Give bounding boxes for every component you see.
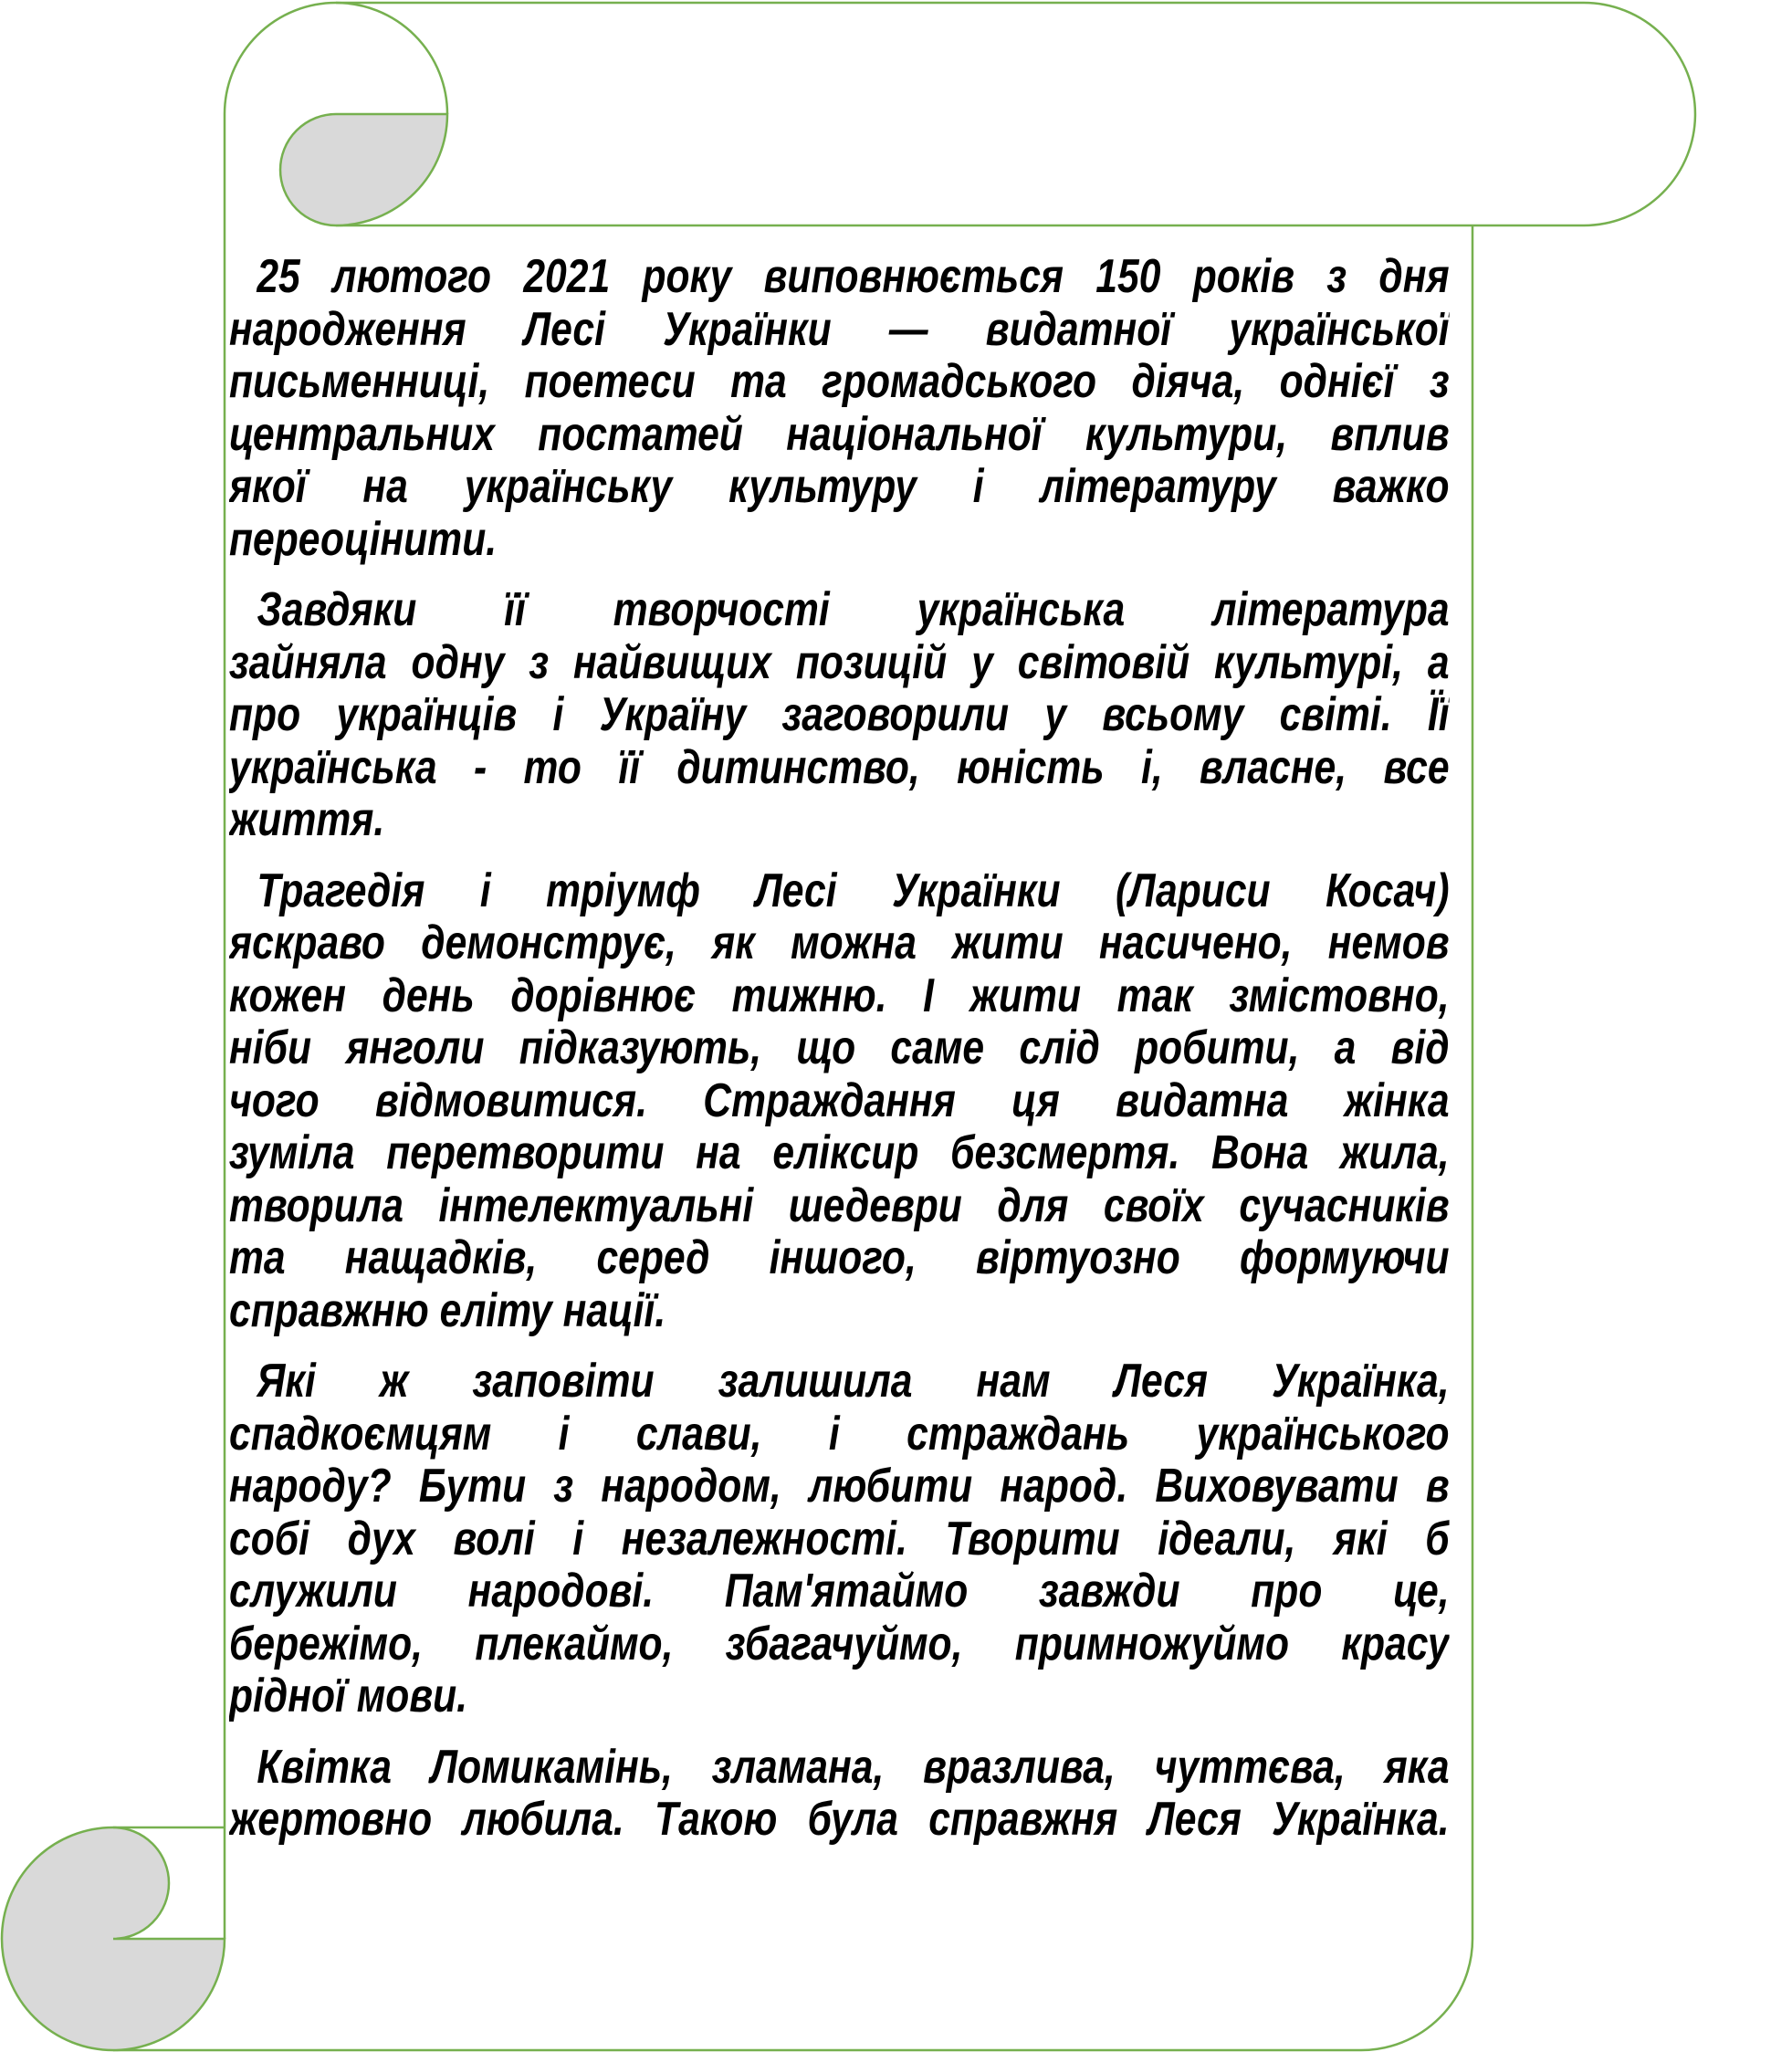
paragraph: [229, 251, 1450, 566]
text-line: Квітка Ломикамінь, зламана, вразлива, чуттєва, яка: [257, 1741, 1450, 1794]
text-line: якої на українську культуру і літературу важко: [229, 461, 1450, 513]
text-line: 25 лютого 2021 року виповнюється 150 років з дня: [257, 251, 1450, 303]
text-line: жертовно любила. Такою була справжня Леся Українка.: [229, 1794, 1450, 1846]
text-line: Трагедія і тріумф Лесі Українки (Лариси Косач): [257, 864, 1450, 917]
text-line: творила інтелектуальні шедеври для своїх сучасників: [229, 1179, 1450, 1232]
paragraph: [229, 584, 1450, 847]
text-line: кожен день дорівнює тижню. І жити так змістовно,: [229, 969, 1450, 1022]
paragraph: [229, 865, 1450, 1338]
text-line: центральних постатей національної культури, вплив: [229, 408, 1450, 461]
text-line: яскраво демонструє, як можна жити насичено, немов: [229, 917, 1450, 969]
text-line: собі дух волі і незалежності. Творити ідеали, які б: [229, 1513, 1450, 1565]
text-line: про українців і Україну заговорили у всьому світі. Її: [229, 689, 1450, 741]
scroll-top-curl: [280, 114, 447, 225]
scroll-bottom-curl: [2, 1827, 225, 2050]
text-line: життя.: [229, 794, 385, 846]
text-line: Завдяки її творчості українська література: [257, 584, 1450, 636]
text-line: Які ж заповіти залишила нам Леся Українка,: [257, 1356, 1450, 1408]
paragraph: [229, 1742, 1450, 1847]
text-line: та нащадків, серед іншого, віртуозно формуючи: [229, 1232, 1450, 1284]
text-line: народу? Бути з народом, любити народ. Виховувати в: [229, 1460, 1450, 1513]
text-line: чого відмовитися. Страждання ця видатна жінка: [229, 1074, 1450, 1127]
text-line: бережімо, плекаймо, збагачуймо, примножуймо красу: [229, 1618, 1450, 1670]
text-line: служили народові. Пам'ятаймо завжди про це,: [229, 1565, 1450, 1618]
text-line: спадкоємцям і слави, і страждань українського: [229, 1408, 1450, 1460]
text-line: зайняла одну з найвищих позицій у світовій культурі, а: [229, 636, 1450, 689]
text-line: зуміла перетворити на еліксир безсмертя. Вона жила,: [229, 1127, 1450, 1179]
text-line: українська - то її дитинство, юність і, власне, все: [229, 741, 1450, 794]
scroll-text-block: [229, 251, 1450, 1847]
text-line: ніби янголи підказують, що саме слід робити, а від: [229, 1022, 1450, 1074]
text-line: письменниці, поетеси та громадського діяча, однієї з: [229, 356, 1450, 408]
text-line: переоцінити.: [229, 513, 498, 566]
scroll-roll-crease-line: [336, 3, 447, 114]
paragraph: [229, 1356, 1450, 1723]
text-line: рідної мови.: [229, 1670, 467, 1722]
text-line: справжню еліту нації.: [229, 1284, 666, 1337]
text-line: народження Лесі Українки — видатної української: [229, 303, 1450, 356]
